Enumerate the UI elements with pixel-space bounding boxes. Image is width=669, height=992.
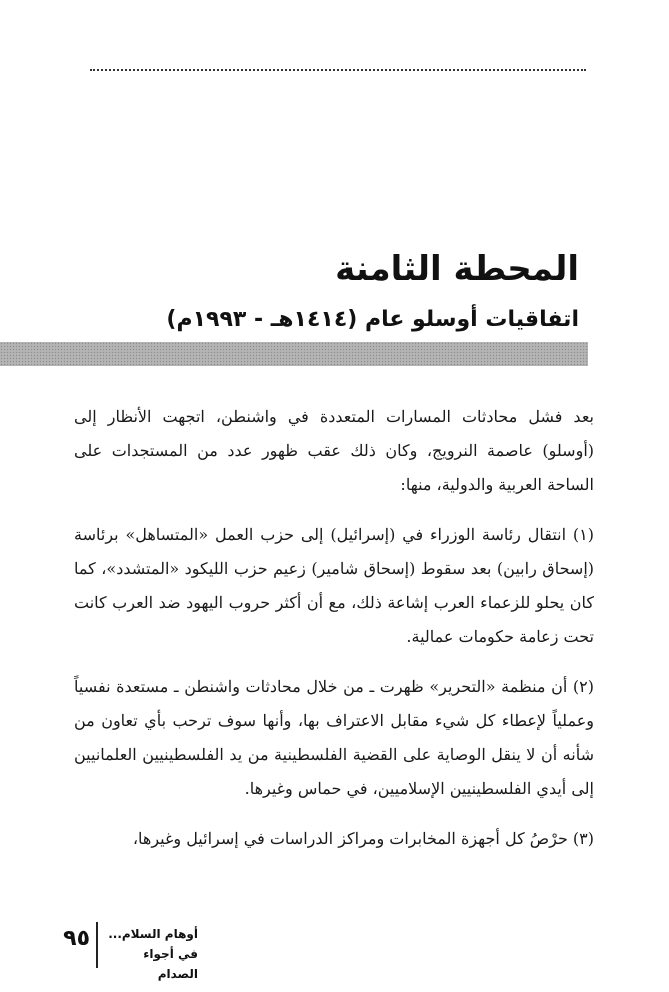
chapter-title: المحطة الثامنة — [335, 249, 579, 289]
paragraph-point-2: (٢) أن منظمة «التحرير» ظهرت ـ من خلال محادثات واشنطن ـ مستعدة نفسياً وعملياً لإعطاء كل شيء مقابل الاعتراف بها، وأنها سوف ترحب بأي تعاون من شأنه أن لا ينقل الوصاية على القضية الفلسطينية من يد الفلسطينيين العلمانيين إلى أيدي الفلسطينيين الإسلاميين، في حماس وغيرها. — [74, 677, 594, 798]
paragraph-point-1: (١) انتقال رئاسة الوزراء في (إسرائيل) إلى حزب العمل «المتساهل» برئاسة (إسحاق رابين) بعد سقوط (إسحاق شامير) زعيم حزب الليكود «المتشدد»، كما كان يحلو للزعماء العرب إشاعة ذلك، مع أن أكثر حروب اليهود ضد العرب كانت تحت زعامة حكومات عمالية. — [74, 525, 594, 646]
halftone-divider-band — [0, 342, 588, 366]
running-title — [102, 924, 198, 984]
running-title-line-1: أوهام السلام... — [108, 927, 198, 941]
running-title-line-2: في أجواء الصدام — [143, 947, 198, 981]
chapter-subtitle: اتفاقيات أوسلو عام (١٤١٤هـ - ١٩٩٣م) — [166, 307, 579, 332]
page-footer — [30, 922, 200, 981]
paragraph-intro: بعد فشل محادثات المسارات المتعددة في واشنطن، اتجهت الأنظار إلى (أوسلو) عاصمة النرويج، وكان ذلك عقب ظهور عدد من المستجدات على الساحة العربية والدولية، منها: — [74, 407, 594, 494]
top-dotted-rule — [90, 69, 586, 71]
body-text — [74, 400, 594, 872]
paragraph-point-3: (٣) حرْصُ كل أجهزة المخابرات ومراكز الدراسات في إسرائيل وغيرها، — [132, 829, 594, 848]
page-number: ٩٥ — [63, 926, 90, 951]
footer-divider — [96, 922, 98, 968]
